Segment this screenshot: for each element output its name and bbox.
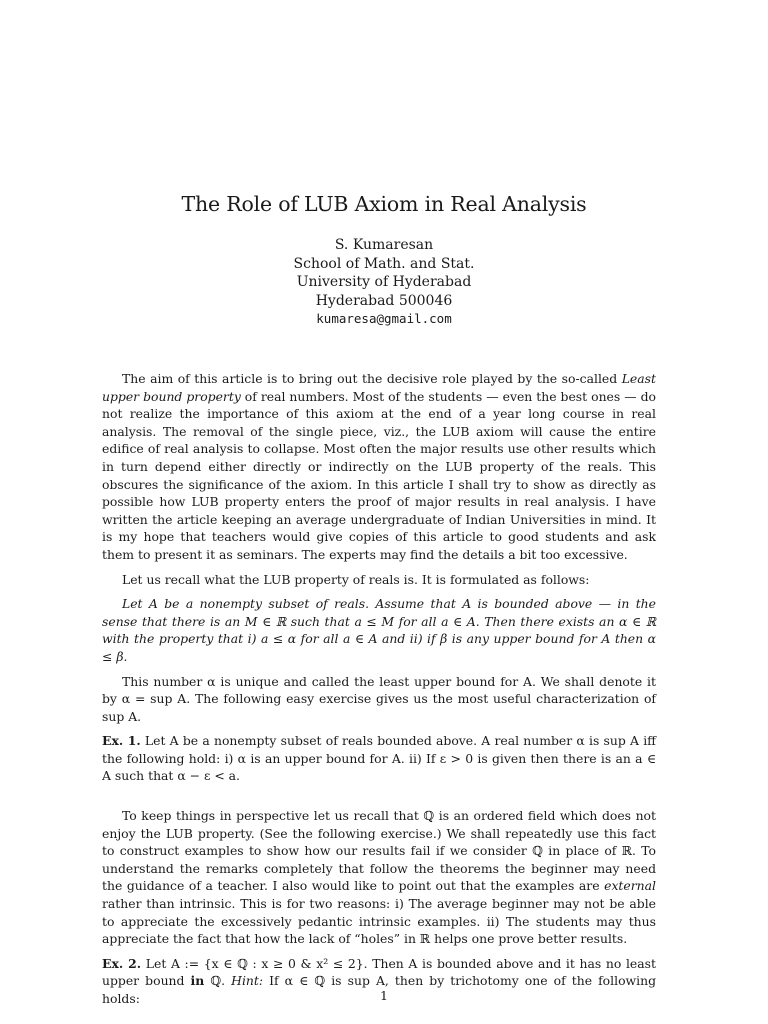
paper-body bbox=[102, 370, 656, 1008]
paragraph-perspective: To keep things in perspective let us recall that ℚ is an ordered field which does not enjoy the LUB property. (See the following exercise.) We shall repeatedly use this fact to construct examples to show how our results fail if we consider ℚ in place of ℝ. To understand the remarks completely that follow the theorems the beginner may need the guidance of a teacher. I also would like to point out that the examples are external rather than intrinsic. This is for two reasons: i) The average beginner may not be able to appreciate the excessively pedantic intrinsic examples. ii) The students may thus appreciate the fact that how the lack of “holes” in ℝ helps one prove better results. bbox=[102, 808, 656, 947]
author-block bbox=[0, 236, 768, 329]
author-name: S. Kumaresan bbox=[334, 237, 434, 253]
exercise-1: Ex. 1. Let A be a nonempty subset of reals bounded above. A real number α is sup A iff the following hold: i) α is an upper bound for A. ii) If ε > 0 is given then there is an a ∈ A such that α − ε < a. bbox=[102, 733, 656, 784]
lub-statement: Let A be a nonempty subset of reals. Assume that A is bounded above — in the sense that there is an M ∈ ℝ such that a ≤ M for all a ∈ A. Then there exists an α ∈ ℝ with the property that i) a ≤ α for all a ∈ A and ii) if β is any upper bound for A then α ≤ β. bbox=[102, 596, 656, 664]
paragraph-lub-recall: Let us recall what the LUB property of reals is. It is formulated as follows: bbox=[122, 571, 590, 587]
author-dept: School of Math. and Stat. bbox=[293, 255, 475, 272]
author-university: University of Hyderabad bbox=[296, 274, 472, 290]
author-email: kumaresa@gmail.com bbox=[316, 311, 452, 326]
page-number: 1 bbox=[380, 988, 388, 1003]
paper-title: The Role of LUB Axiom in Real Analysis bbox=[181, 192, 587, 216]
paragraph-sup-definition: This number α is unique and called the least upper bound for A. We shall denote it by α = sup A. The following easy exercise gives us the most useful characterization of sup A. bbox=[102, 673, 656, 724]
exercise-2: Ex. 2. Let A := {x ∈ ℚ : x ≥ 0 & x² ≤ 2}. Then A is bounded above and it has no least upper bound in ℚ. Hint: If α ∈ ℚ is sup A, then by trichotomy one of the following holds: bbox=[102, 955, 657, 1006]
author-city: Hyderabad 500046 bbox=[315, 292, 453, 309]
paragraph-intro: The aim of this article is to bring out the decisive role played by the so-called Least upper bound property of real numbers. Most of the students — even the best ones — do not realize the importance of this axiom at the end of a year long course in real analysis. The removal of the single piece, viz., the LUB axiom will cause the entire edifice of real analysis to collapse. Most often the major results use other results which in turn depend either directly or indirectly on the LUB property of the reals. This obscures the significance of the axiom. In this article I shall try to show as directly as possible how LUB property enters the proof of major results in real analysis. I have written the article keeping an average undergraduate of Indian Universities in mind. It is my hope that teachers would give copies of this article to good students and ask them to present it as seminars. The experts may find the details a bit too excessive. bbox=[102, 371, 656, 562]
